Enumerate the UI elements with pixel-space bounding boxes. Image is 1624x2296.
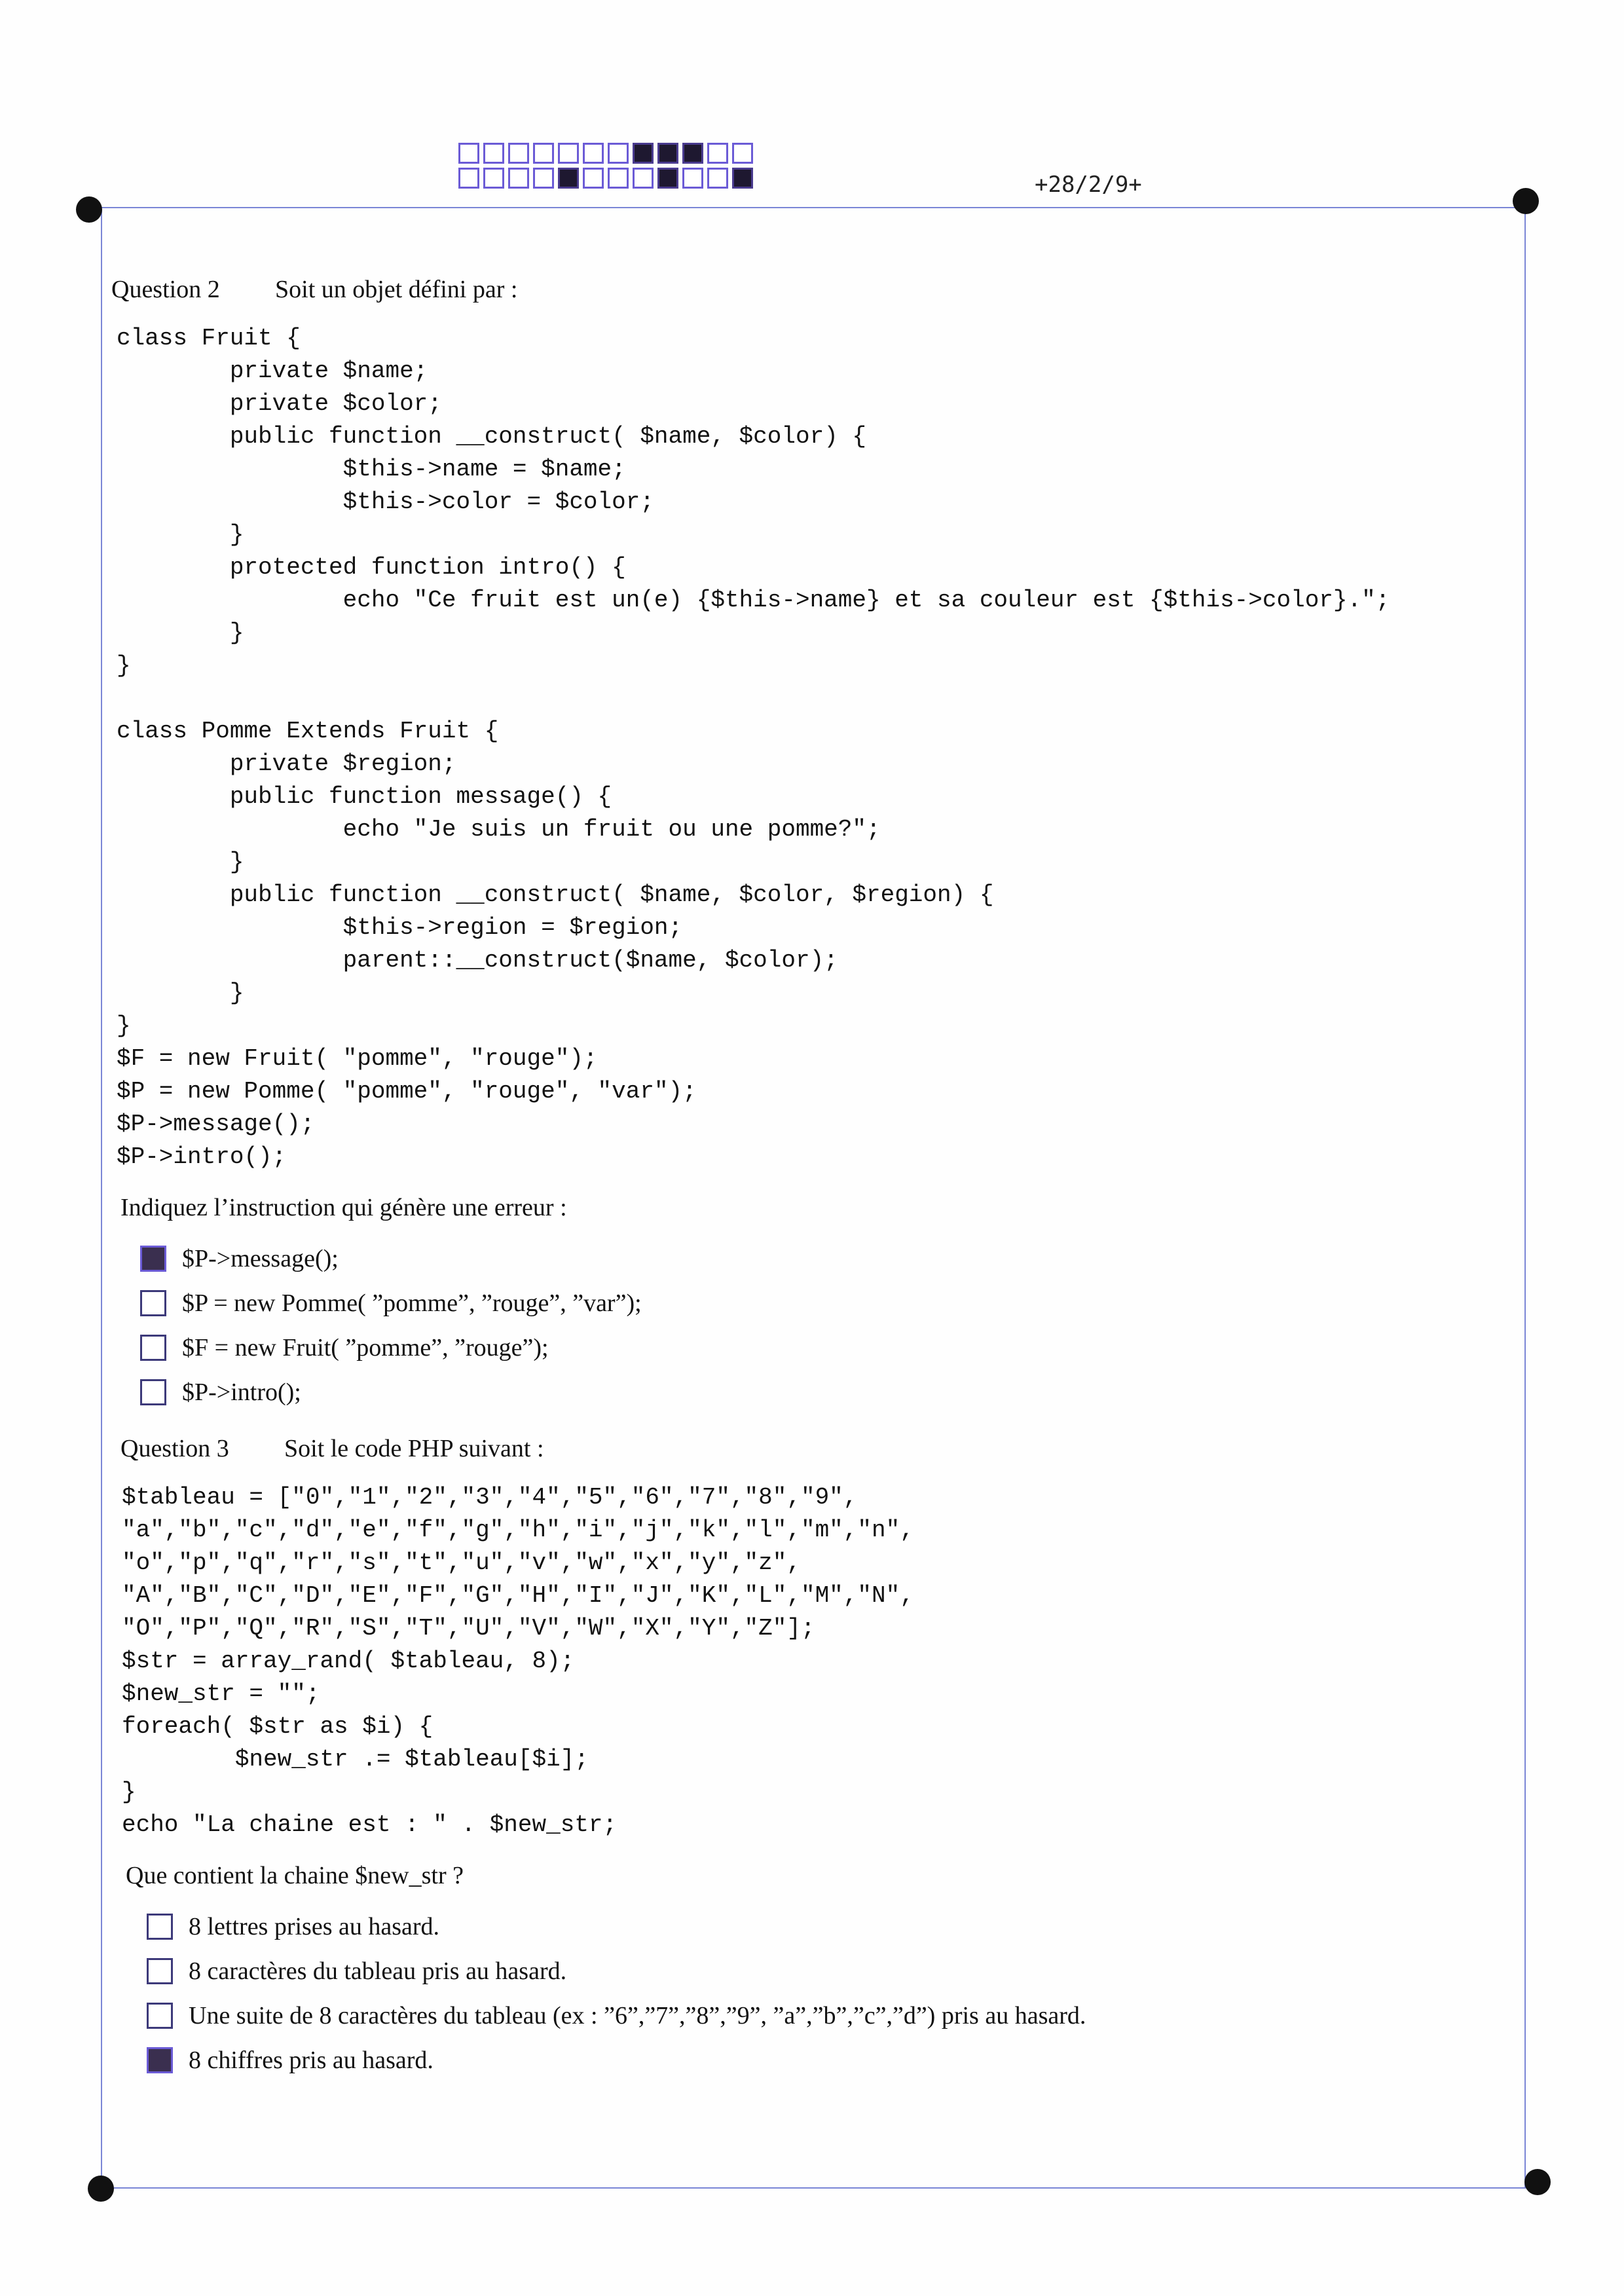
answer-text: $P = new Pomme( ”pomme”, ”rouge”, ”var”); bbox=[182, 1289, 642, 1317]
question-header bbox=[111, 275, 1434, 304]
answer-option[interactable] bbox=[147, 1949, 1434, 1993]
frame-top-line bbox=[89, 207, 1526, 208]
id-box bbox=[508, 168, 529, 189]
question-label: Question 2 bbox=[111, 276, 220, 303]
answer-checkbox-checked[interactable] bbox=[147, 2047, 173, 2073]
answer-checkbox[interactable] bbox=[140, 1335, 166, 1361]
id-box-filled bbox=[558, 168, 579, 189]
answer-text: 8 caractères du tableau pris au hasard. bbox=[189, 1957, 567, 1985]
id-box bbox=[458, 143, 479, 164]
code-block: $tableau = ["0","1","2","3","4","5","6","7","8","9", "a","b","c","d","e","f","g","h","i","j","k","l","m","n", "o","p","q","r","s","t","u","v","w","x","y","z", "A","B","C","D","E","F","G","H","I","J","K","L","M","N", "O","P","Q","R","S","T","U","V","W","X","Y","Z"]; $str = array_rand( $tableau, 8); $new_str = ""; foreach( $str as $i) { $new_str .= $tableau[$i]; } echo "La chaine est : " . $new_str; bbox=[122, 1484, 914, 1838]
id-box bbox=[608, 168, 629, 189]
answer-text: 8 chiffres pris au hasard. bbox=[189, 2046, 434, 2074]
questions-content bbox=[111, 275, 1434, 2083]
answer-text: $P->message(); bbox=[182, 1245, 339, 1272]
id-box-filled bbox=[682, 143, 703, 164]
answer-checkbox-checked[interactable] bbox=[140, 1246, 166, 1272]
id-box bbox=[707, 143, 728, 164]
corner-marker-top-left bbox=[76, 196, 102, 223]
page-id: +28/2/9+ bbox=[1035, 172, 1142, 198]
code-block: class Fruit { private $name; private $color; public function __construct( $name, $color) { $this->name = $name; $this->color = $color; } protected function intro() { echo "Ce fruit est un(e) {$this->name} et sa couleur est {$this->color}."; } } class Pomme Extends Fruit { private $region; public function message() { echo "Je suis un fruit ou une pomme?"; } public function __construct( $name, $color, $region) { $this->region = $region; parent::__construct($name, $color); } } $F = new Fruit( "pomme", "rouge"); $P = new Pomme( "pomme", "rouge", "var"); $P->message(); $P->intro(); bbox=[117, 325, 1390, 1170]
question-prompt: Indiquez l’instruction qui génère une erreur : bbox=[120, 1194, 567, 1221]
question-prompt: Que contient la chaine $new_str ? bbox=[126, 1862, 464, 1889]
answer-text: 8 lettres prises au hasard. bbox=[189, 1913, 440, 1940]
question-intro: Soit le code PHP suivant : bbox=[284, 1435, 544, 1462]
frame-left-line bbox=[101, 210, 102, 2189]
answer-checkbox[interactable] bbox=[147, 1958, 173, 1984]
answer-option[interactable] bbox=[140, 1236, 1434, 1281]
answer-option[interactable] bbox=[147, 1904, 1434, 1949]
answer-checkbox[interactable] bbox=[147, 2003, 173, 2029]
id-code-row bbox=[458, 143, 753, 164]
id-box bbox=[583, 168, 604, 189]
id-box-filled bbox=[633, 143, 654, 164]
id-box bbox=[508, 143, 529, 164]
question-label: Question 3 bbox=[120, 1435, 229, 1462]
id-box bbox=[483, 143, 504, 164]
answer-text: $F = new Fruit( ”pomme”, ”rouge”); bbox=[182, 1334, 549, 1361]
answer-checkbox[interactable] bbox=[147, 1914, 173, 1940]
id-box bbox=[583, 143, 604, 164]
id-code-row bbox=[458, 168, 753, 189]
answer-checkbox[interactable] bbox=[140, 1379, 166, 1405]
id-box bbox=[558, 143, 579, 164]
question-header bbox=[120, 1434, 1434, 1463]
id-box bbox=[483, 168, 504, 189]
answer-list bbox=[140, 1236, 1434, 1415]
id-box bbox=[458, 168, 479, 189]
id-box-filled bbox=[657, 143, 678, 164]
id-box bbox=[533, 143, 554, 164]
id-box bbox=[707, 168, 728, 189]
answer-option[interactable] bbox=[147, 1993, 1434, 2038]
answer-option[interactable] bbox=[140, 1325, 1434, 1370]
id-code-grid bbox=[458, 143, 753, 193]
id-box bbox=[732, 143, 753, 164]
id-box bbox=[608, 143, 629, 164]
corner-marker-bottom-left bbox=[88, 2176, 114, 2202]
question-3 bbox=[111, 1434, 1434, 2083]
answer-option[interactable] bbox=[147, 2038, 1434, 2083]
frame-right-line bbox=[1524, 203, 1526, 2187]
id-box-filled bbox=[657, 168, 678, 189]
id-box bbox=[682, 168, 703, 189]
corner-marker-top-right bbox=[1513, 188, 1539, 214]
corner-marker-bottom-right bbox=[1524, 2169, 1551, 2195]
id-box bbox=[633, 168, 654, 189]
id-box-filled bbox=[732, 168, 753, 189]
question-intro: Soit un objet défini par : bbox=[275, 276, 518, 303]
answer-list bbox=[147, 1904, 1434, 2083]
question-2 bbox=[111, 275, 1434, 1415]
answer-option[interactable] bbox=[140, 1281, 1434, 1325]
frame-bottom-line bbox=[101, 2187, 1534, 2189]
id-box bbox=[533, 168, 554, 189]
answer-text: $P->intro(); bbox=[182, 1379, 301, 1406]
answer-text: Une suite de 8 caractères du tableau (ex : ”6”,”7”,”8”,”9”, ”a”,”b”,”c”,”d”) pris au hasard. bbox=[189, 2002, 1086, 2029]
answer-checkbox[interactable] bbox=[140, 1290, 166, 1316]
answer-option[interactable] bbox=[140, 1370, 1434, 1415]
